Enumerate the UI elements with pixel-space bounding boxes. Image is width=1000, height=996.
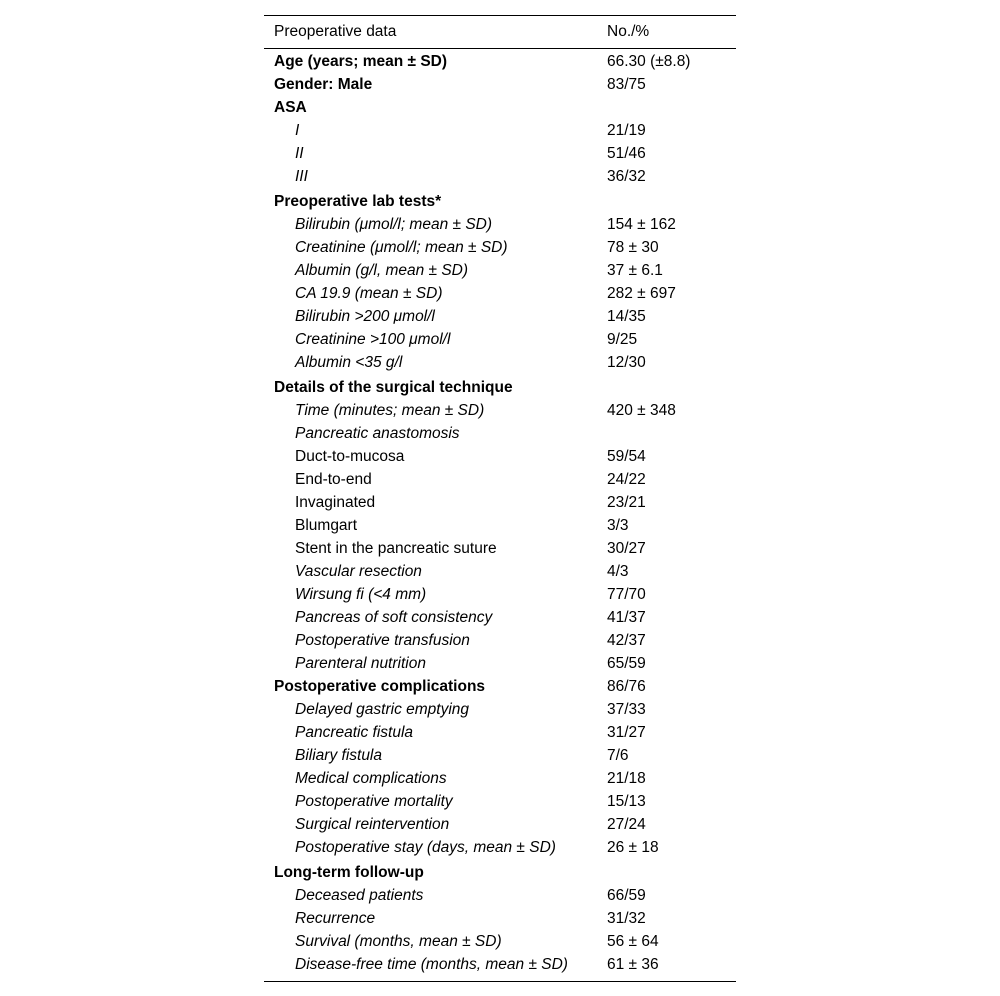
- table-row: [264, 861, 736, 884]
- row-value: 37/33: [607, 700, 646, 718]
- row-label: Delayed gastric emptying: [295, 700, 470, 718]
- row-label: Survival (months, mean ± SD): [295, 932, 502, 950]
- table-row: [264, 399, 736, 422]
- row-label: Pancreas of soft consistency: [295, 608, 493, 626]
- table-row: [264, 583, 736, 606]
- row-label: Invaginated: [295, 493, 376, 511]
- row-label: Disease-free time (months, mean ± SD): [295, 955, 568, 973]
- table-row: [264, 953, 736, 976]
- row-value: 51/46: [607, 144, 646, 162]
- row-label: Postoperative complications: [274, 677, 486, 695]
- row-value: 77/70: [607, 585, 646, 603]
- row-label: Albumin <35 g/l: [295, 353, 403, 371]
- row-label: Biliary fistula: [295, 746, 382, 764]
- row-value: 86/76: [607, 677, 646, 695]
- row-label: Creatinine >100 μmol/l: [295, 330, 451, 348]
- table-row: [264, 721, 736, 744]
- table-row: [264, 165, 736, 188]
- row-value: 30/27: [607, 539, 646, 557]
- table-header-row: [264, 16, 736, 48]
- table-row: [264, 376, 736, 399]
- row-value: 24/22: [607, 470, 646, 488]
- row-label: II: [295, 144, 304, 162]
- table-row: [264, 491, 736, 514]
- row-label: Creatinine (μmol/l; mean ± SD): [295, 238, 508, 256]
- row-label: Stent in the pancreatic suture: [295, 539, 497, 557]
- row-value: 78 ± 30: [607, 238, 659, 256]
- table-row: [264, 767, 736, 790]
- table-row: [264, 50, 736, 73]
- table-row: [264, 744, 736, 767]
- row-value: 26 ± 18: [607, 838, 659, 856]
- row-label: CA 19.9 (mean ± SD): [295, 284, 443, 302]
- row-label: Recurrence: [295, 909, 376, 927]
- row-label: Albumin (g/l, mean ± SD): [295, 261, 469, 279]
- row-label: Pancreatic fistula: [295, 723, 414, 741]
- table-row: [264, 560, 736, 583]
- row-value: 36/32: [607, 167, 646, 185]
- table-bottom-rule: [264, 981, 736, 982]
- table-row: [264, 445, 736, 468]
- row-label: Postoperative transfusion: [295, 631, 470, 649]
- row-value: 31/27: [607, 723, 646, 741]
- row-label: Age (years; mean ± SD): [274, 52, 448, 70]
- table-row: [264, 142, 736, 165]
- table-row: [264, 675, 736, 698]
- row-value: 27/24: [607, 815, 646, 833]
- row-label: Gender: Male: [274, 75, 373, 93]
- row-label: III: [295, 167, 308, 185]
- table-body: [264, 49, 736, 976]
- row-label: Details of the surgical technique: [274, 378, 513, 396]
- table-row: [264, 213, 736, 236]
- table-row: [264, 282, 736, 305]
- table-row: [264, 907, 736, 930]
- table-row: [264, 629, 736, 652]
- row-label: Time (minutes; mean ± SD): [295, 401, 485, 419]
- row-value: 7/6: [607, 746, 629, 764]
- header-label: Preoperative data: [274, 23, 397, 40]
- row-value: 282 ± 697: [607, 284, 676, 302]
- row-value: 14/35: [607, 307, 646, 325]
- row-label: ASA: [274, 98, 307, 116]
- table-row: [264, 328, 736, 351]
- table-row: [264, 930, 736, 953]
- row-label: I: [295, 121, 300, 139]
- row-value: 66/59: [607, 886, 646, 904]
- row-label: Bilirubin >200 μmol/l: [295, 307, 435, 325]
- table-row: [264, 537, 736, 560]
- row-value: 37 ± 6.1: [607, 261, 663, 279]
- table-row: [264, 790, 736, 813]
- row-value: 83/75: [607, 75, 646, 93]
- row-value: 61 ± 36: [607, 955, 659, 973]
- table-row: [264, 305, 736, 328]
- row-label: Postoperative mortality: [295, 792, 453, 810]
- row-value: 21/19: [607, 121, 646, 139]
- table-row: [264, 698, 736, 721]
- row-label: Parenteral nutrition: [295, 654, 426, 672]
- row-label: End-to-end: [295, 470, 372, 488]
- table-row: [264, 259, 736, 282]
- row-label: Blumgart: [295, 516, 358, 534]
- row-label: Wirsung fi (<4 mm): [295, 585, 427, 603]
- table-row: [264, 836, 736, 859]
- row-value: 420 ± 348: [607, 401, 676, 419]
- row-value: 9/25: [607, 330, 638, 348]
- table-row: [264, 606, 736, 629]
- row-label: Duct-to-mucosa: [295, 447, 405, 465]
- table-row: [264, 884, 736, 907]
- table-row: [264, 73, 736, 96]
- table-row: [264, 468, 736, 491]
- row-label: Vascular resection: [295, 562, 422, 580]
- row-label: Preoperative lab tests*: [274, 192, 442, 210]
- row-label: Postoperative stay (days, mean ± SD): [295, 838, 556, 856]
- row-label: Pancreatic anastomosis: [295, 424, 460, 442]
- table-row: [264, 119, 736, 142]
- table-row: [264, 813, 736, 836]
- row-label: Surgical reintervention: [295, 815, 450, 833]
- row-value: 65/59: [607, 654, 646, 672]
- table-row: [264, 652, 736, 675]
- row-value: 66.30 (±8.8): [607, 52, 691, 70]
- row-label: Medical complications: [295, 769, 447, 787]
- row-label: Long-term follow-up: [274, 863, 424, 881]
- data-table: [264, 15, 736, 982]
- header-value: No./%: [607, 23, 650, 40]
- row-value: 21/18: [607, 769, 646, 787]
- row-value: 23/21: [607, 493, 646, 511]
- table-row: [264, 236, 736, 259]
- row-value: 59/54: [607, 447, 646, 465]
- row-value: 42/37: [607, 631, 646, 649]
- row-value: 56 ± 64: [607, 932, 659, 950]
- table-row: [264, 351, 736, 374]
- table-row: [264, 190, 736, 213]
- row-value: 12/30: [607, 353, 646, 371]
- table-row: [264, 422, 736, 445]
- row-label: Deceased patients: [295, 886, 424, 904]
- row-value: 15/13: [607, 792, 646, 810]
- row-value: 41/37: [607, 608, 646, 626]
- table-row: [264, 96, 736, 119]
- row-value: 154 ± 162: [607, 215, 676, 233]
- row-value: 31/32: [607, 909, 646, 927]
- row-label: Bilirubin (μmol/l; mean ± SD): [295, 215, 493, 233]
- table-row: [264, 514, 736, 537]
- row-value: 4/3: [607, 562, 629, 580]
- row-value: 3/3: [607, 516, 629, 534]
